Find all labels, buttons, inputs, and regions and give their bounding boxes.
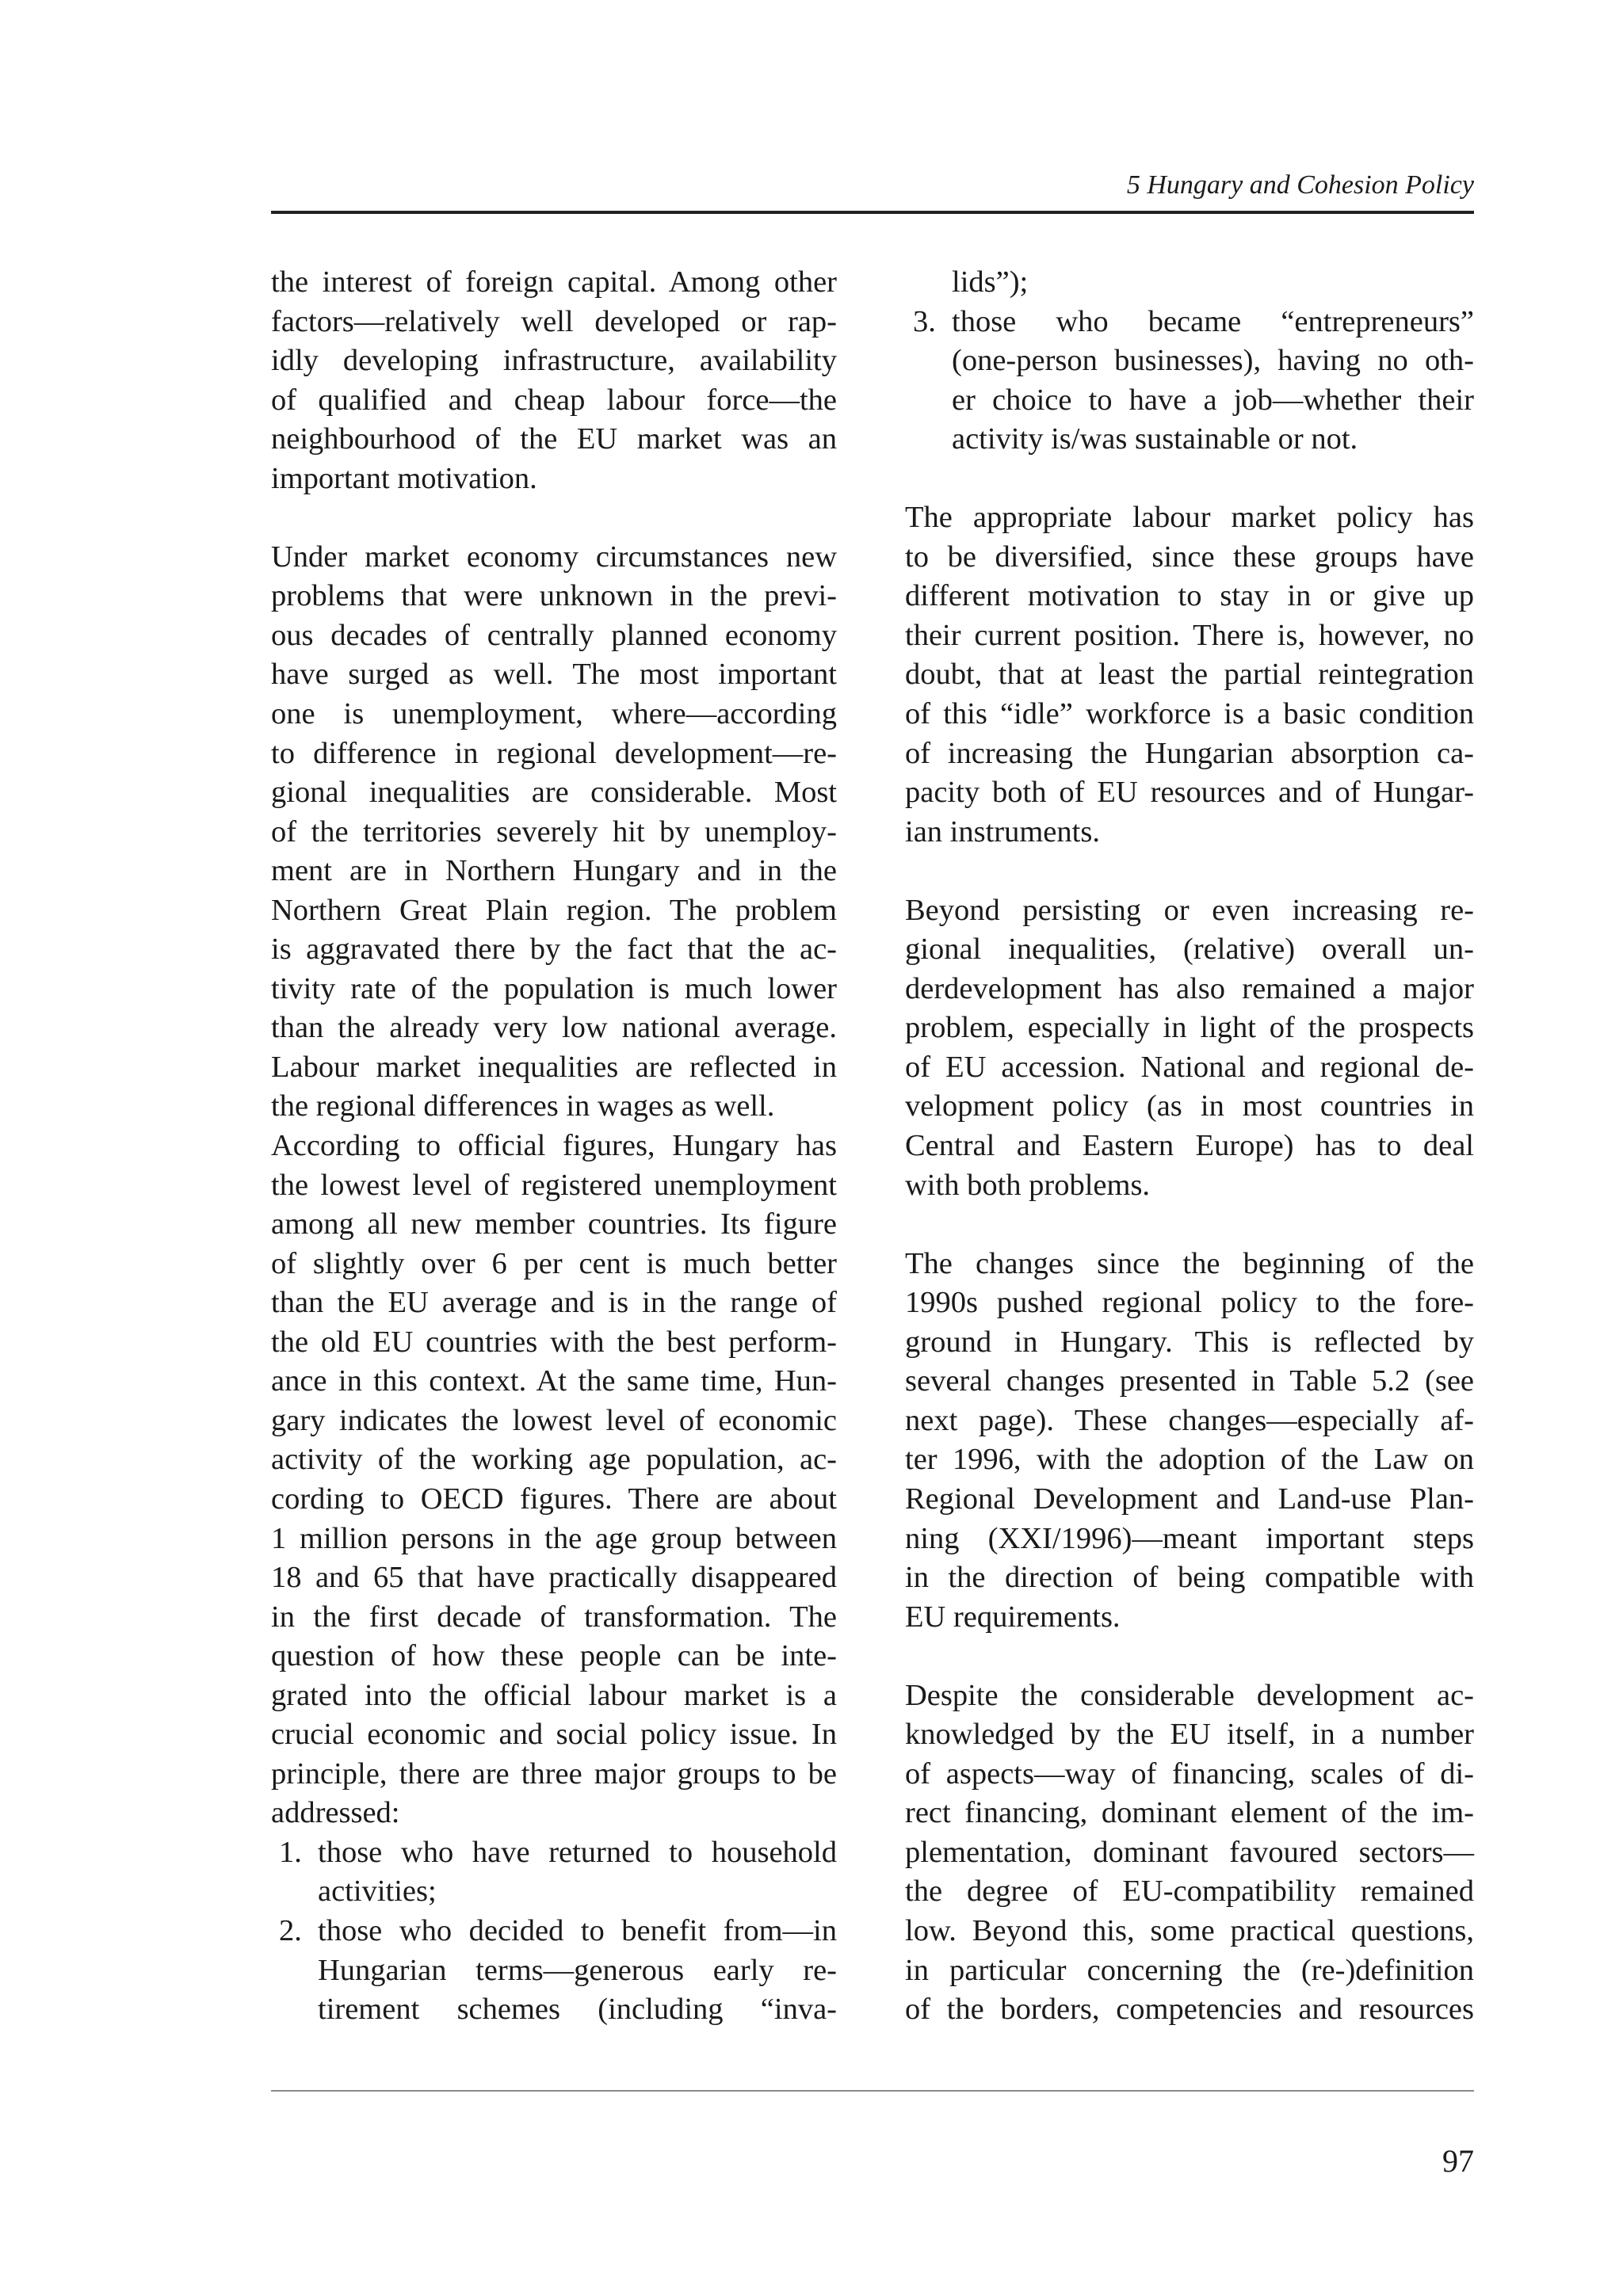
list-item-continuation [905, 263, 1474, 303]
numbered-list [271, 1833, 837, 2030]
footer-rule [271, 2090, 1474, 2092]
text-line: tivity rate of the population is much lower [271, 971, 837, 1005]
text-line: addressed: [271, 1796, 400, 1830]
left-column [271, 263, 837, 2030]
text-line: question of how these people can be inte- [271, 1639, 837, 1673]
paragraph-gap [905, 1637, 1474, 1676]
text-line: than the EU average and is in the range of [271, 1286, 837, 1320]
text-line: Labour market inequalities are reflected in [271, 1050, 837, 1084]
text-line: The appropriate labour market policy has [905, 501, 1474, 535]
text-line: Despite the considerable development ac- [905, 1678, 1474, 1712]
text-line: ance in this context. At the same time, Hun- [271, 1364, 837, 1398]
text-line: of qualified and cheap labour force—the [271, 383, 837, 417]
text-line: ment are in Northern Hungary and in the [271, 854, 837, 888]
text-line: derdevelopment has also remained a major [905, 971, 1474, 1005]
text-line: neighbourhood of the EU market was an [271, 422, 837, 456]
text-line: their current position. There is, however, no [905, 618, 1474, 652]
text-line: the lowest level of registered unemployment [271, 1168, 837, 1202]
header-rule [271, 211, 1474, 214]
text-line: the interest of foreign capital. Among other [271, 265, 837, 299]
text-line: EU requirements. [905, 1600, 1121, 1634]
text-line: According to official figures, Hungary has [271, 1129, 837, 1163]
text-line: idly developing infrastructure, availability [271, 344, 837, 378]
text-line: than the already very low national average. [271, 1011, 837, 1045]
text-line: those who have returned to household [318, 1835, 837, 1869]
paragraph [271, 538, 837, 1127]
running-header: 5 Hungary and Cohesion Policy [1126, 170, 1474, 200]
text-line: is aggravated there by the fact that the ac- [271, 933, 837, 967]
text-line: the degree of EU-compatibility remained [905, 1875, 1474, 1909]
text-line: grated into the official labour market is a [271, 1678, 837, 1712]
text-line: of the territories severely hit by unemploy- [271, 814, 837, 849]
text-line: of increasing the Hungarian absorption ca- [905, 736, 1474, 770]
text-line: of aspects—way of financing, scales of di- [905, 1756, 1474, 1791]
text-line: velopment policy (as in most countries in [905, 1089, 1474, 1123]
text-line: Central and Eastern Europe) has to deal [905, 1129, 1474, 1163]
paragraph [271, 1127, 837, 1833]
list-number: 2. [279, 1913, 302, 1947]
paragraph [905, 498, 1474, 852]
text-line: Beyond persisting or even increasing re- [905, 893, 1474, 927]
paragraph [905, 1676, 1474, 2030]
text-line: activities; [318, 1875, 437, 1909]
paragraph [905, 891, 1474, 1205]
text-line: 1990s pushed regional policy to the fore- [905, 1286, 1474, 1320]
text-line: with both problems. [905, 1168, 1151, 1202]
text-line: principle, there are three major groups to be [271, 1756, 837, 1791]
text-line: activity of the working age population, ac- [271, 1443, 837, 1477]
list-item [271, 1833, 837, 1912]
text-line: in the direction of being compatible with [905, 1561, 1474, 1595]
paragraph [905, 1245, 1474, 1637]
text-line: ground in Hungary. This is reflected by [905, 1325, 1474, 1359]
text-line: doubt, that at least the partial reintegration [905, 658, 1474, 692]
text-line: plementation, dominant favoured sectors— [905, 1835, 1474, 1869]
text-line: several changes presented in Table 5.2 (see [905, 1364, 1474, 1398]
text-line: in particular concerning the (re-)definition [905, 1953, 1474, 1987]
paragraph [271, 263, 837, 498]
text-line: of this “idle” workforce is a basic condition [905, 697, 1474, 731]
text-line: factors—relatively well developed or rap- [271, 304, 837, 338]
text-line: ning (XXI/1996)—meant important steps [905, 1521, 1474, 1555]
text-line: 18 and 65 that have practically disappeared [271, 1561, 837, 1595]
list-item [905, 303, 1474, 460]
text-line: crucial economic and social policy issue. In [271, 1718, 837, 1752]
numbered-list [905, 263, 1474, 460]
text-line: lids”); [952, 265, 1029, 299]
text-line: Hungarian terms—generous early re- [318, 1953, 837, 1987]
text-line: activity is/was sustainable or not. [952, 422, 1358, 456]
text-line: knowledged by the EU itself, in a number [905, 1718, 1474, 1752]
text-line: to be diversified, since these groups have [905, 540, 1474, 574]
text-line: next page). These changes—especially af- [905, 1403, 1474, 1437]
text-line: of EU accession. National and regional de- [905, 1050, 1474, 1084]
text-line: among all new member countries. Its figure [271, 1207, 837, 1241]
text-line: ian instruments. [905, 814, 1100, 849]
text-line: (one-person businesses), having no oth- [952, 344, 1474, 378]
text-line: pacity both of EU resources and of Hungar- [905, 776, 1474, 810]
text-line: the regional differences in wages as well. [271, 1089, 775, 1123]
list-item [271, 1912, 837, 2030]
text-line: of the borders, competencies and resources [905, 1993, 1474, 2027]
page-number: 97 [1442, 2143, 1474, 2179]
text-line: the old EU countries with the best perform- [271, 1325, 837, 1359]
text-line: rect financing, dominant element of the im- [905, 1796, 1474, 1830]
text-line: different motivation to stay in or give up [905, 579, 1474, 613]
list-number: 1. [279, 1835, 302, 1869]
text-line: those who decided to benefit from—in [318, 1913, 837, 1947]
text-line: gional inequalities are considerable. Most [271, 776, 837, 810]
text-line: one is unemployment, where—according [271, 697, 837, 731]
text-line: cording to OECD figures. There are about [271, 1482, 837, 1516]
text-line: ter 1996, with the adoption of the Law on [905, 1443, 1474, 1477]
text-line: gary indicates the lowest level of economic [271, 1403, 837, 1437]
text-line: The changes since the beginning of the [905, 1246, 1474, 1280]
text-line: ous decades of centrally planned economy [271, 618, 837, 652]
paragraph-gap [905, 460, 1474, 499]
paragraph-gap [905, 852, 1474, 891]
text-line: problem, especially in light of the prospects [905, 1011, 1474, 1045]
paragraph-gap [905, 1205, 1474, 1245]
text-line: those who became “entrepreneurs” [952, 304, 1474, 338]
right-column [905, 263, 1474, 2030]
text-line: have surged as well. The most important [271, 658, 837, 692]
text-line: problems that were unknown in the previ- [271, 579, 837, 613]
text-line: of slightly over 6 per cent is much better [271, 1246, 837, 1280]
text-line: 1 million persons in the age group between [271, 1521, 837, 1555]
text-line: in the first decade of transformation. The [271, 1600, 837, 1634]
text-line: Northern Great Plain region. The problem [271, 893, 837, 927]
paragraph-gap [271, 498, 837, 538]
text-line: important motivation. [271, 461, 537, 495]
text-line: Under market economy circumstances new [271, 540, 837, 574]
text-line: tirement schemes (including “inva- [318, 1993, 837, 2027]
list-number: 3. [913, 304, 936, 338]
text-line: to difference in regional development—re- [271, 736, 837, 770]
text-line: er choice to have a job—whether their [952, 383, 1474, 417]
text-line: gional inequalities, (relative) overall un- [905, 933, 1474, 967]
text-line: low. Beyond this, some practical questions, [905, 1913, 1474, 1947]
text-line: Regional Development and Land-use Plan- [905, 1482, 1474, 1516]
